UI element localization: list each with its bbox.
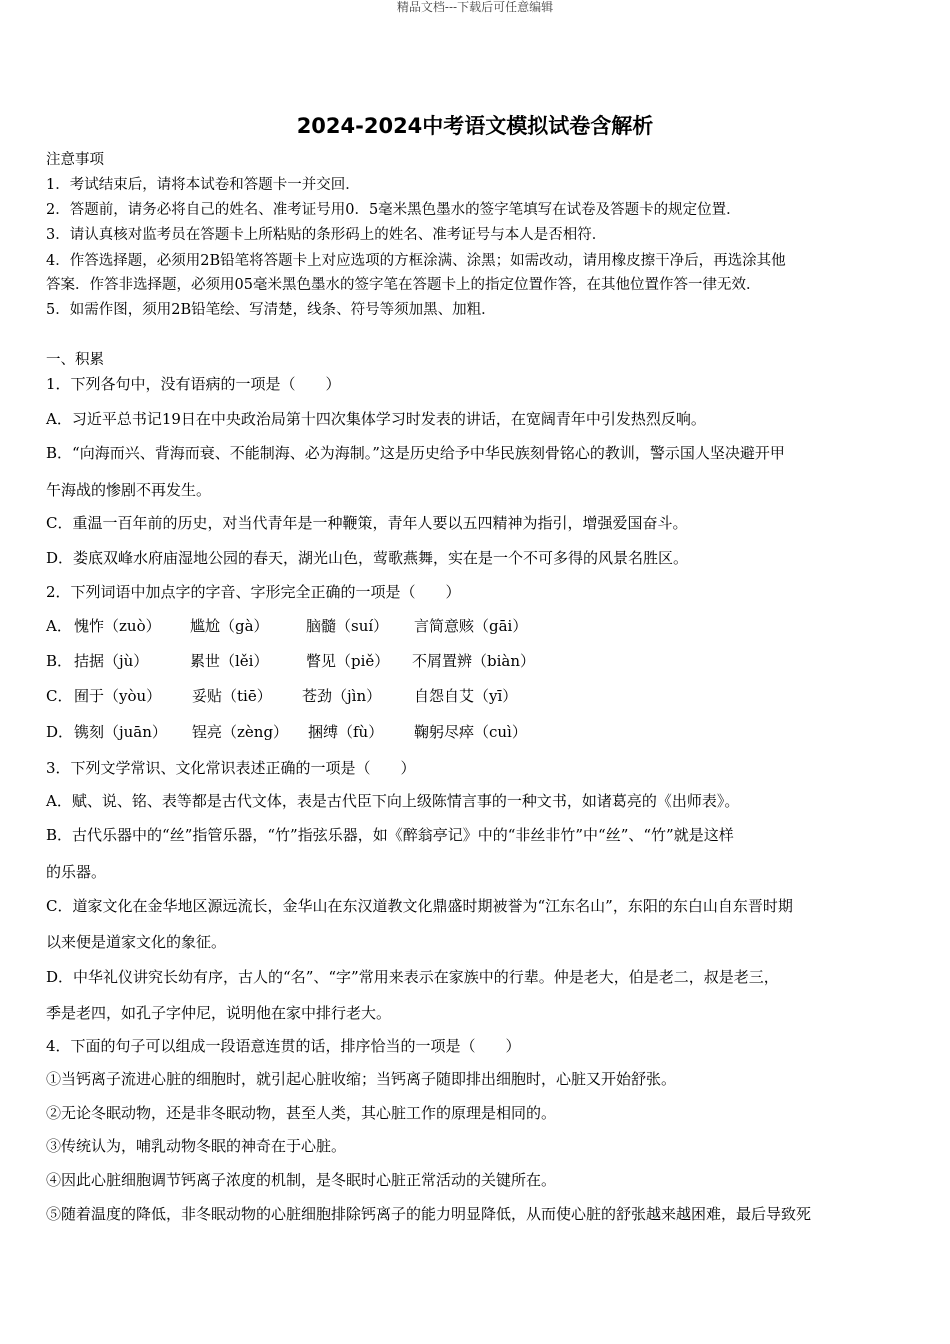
word: 捆缚（fù） [308,723,384,741]
option-b: B．“向海而兴、背海而衰、不能制海、必为海制。”这是历史给予中华民族刻骨铭心的教训，警示国人坚决避开甲 [46,444,785,462]
option-row-c [46,686,916,706]
page-title: 2024-2024中考语文模拟试卷含解析 [296,114,654,138]
question-stem: 4．下面的句子可以组成一段语意连贯的话，排序恰当的一项是（ ） [46,1037,521,1055]
option-letter: A． [46,617,72,635]
sentence-3: ③传统认为，哺乳动物冬眠的神奇在于心脏。 [46,1137,347,1155]
word: 鞠躬尽瘁（cuì） [414,723,527,741]
option-letter: C． [46,687,73,705]
word: 瞥见（piě） [306,652,390,670]
option-letter: B． [46,652,73,670]
option-c: C．道家文化在金华地区源远流长，金华山在东汉道教文化鼎盛时期被誉为“江东名山”，东阳的东白山自东晋时期 [46,897,793,915]
word: 尴尬（gà） [190,617,269,635]
option-a: A．赋、说、铭、表等都是古代文体，表是古代臣下向上级陈情言事的一种文书，如诸葛亮的《出师表》。 [46,792,740,810]
section-heading: 一、积累 [46,352,104,368]
word: 镌刻（juān） [74,723,167,741]
option-row-d [46,722,916,742]
sentence-4: ④因此心脏细胞调节钙离子浓度的机制，是冬眠时心脏正常活动的关键所在。 [46,1171,557,1189]
option-c: C．重温一百年前的历史，对当代青年是一种鞭策，青年人要以五四精神为指引，增强爱国奋斗。 [46,514,688,532]
word: 苍劲（jìn） [302,687,382,705]
option-b-continued: 的乐器。 [46,863,107,881]
option-b-continued: 午海战的惨剧不再发生。 [46,481,212,499]
question-stem: 3．下列文学常识、文化常识表述正确的一项是（ ） [46,759,416,777]
sentence-5: ⑤随着温度的降低，非冬眠动物的心脏细胞排除钙离子的能力明显降低，从而使心脏的舒张越来越困难，最后导致死 [46,1205,812,1223]
word: 累世（lěi） [190,652,269,670]
option-c-continued: 以来便是道家文化的象征。 [46,933,227,951]
option-d-continued: 季是老四，如孔子字仲尼，说明他在家中排行老大。 [46,1004,392,1022]
notice-heading: 注意事项 [46,152,104,168]
notice-item: 2．答题前，请务必将自己的姓名、准考证号用0．5毫米黑色墨水的签字笔填写在试卷及答题卡的规定位置． [46,202,741,218]
option-letter: D． [46,723,74,741]
word: 愧怍（zuò） [74,617,161,635]
option-row-a [46,616,916,636]
word: 锃亮（zèng） [192,723,289,741]
notice-item: 答案．作答非选择题，必须用05毫米黑色墨水的签字笔在答题卡上的指定位置作答，在其他位置作答一律无效． [46,277,761,293]
option-d: D．中华礼仪讲究长幼有序，古人的“名”、“字”常用来表示在家族中的行辈。仲是老大，伯是老二，叔是老三， [46,968,779,986]
word: 拮据（jù） [74,652,149,670]
notice-item: 5．如需作图，须用2B铅笔绘、写清楚，线条、符号等须加黑、加粗． [46,302,496,318]
sentence-1: ①当钙离子流进心脏的细胞时，就引起心脏收缩；当钙离子随即排出细胞时，心脏又开始舒张。 [46,1070,677,1088]
option-b: B．古代乐器中的“丝”指管乐器，“竹”指弦乐器，如《醉翁亭记》中的“非丝非竹”中“丝”、“竹”就是这样 [46,826,734,844]
word: 囿于（yòu） [74,687,162,705]
word: 自怨自艾（yī） [414,687,518,705]
notice-item: 4．作答选择题，必须用2B铅笔将答题卡上对应选项的方框涂满、涂黑；如需改动，请用橡皮擦干净后，再选涂其他 [46,253,786,269]
option-d: D．娄底双峰水府庙湿地公园的春天，湖光山色，莺歌燕舞，实在是一个不可多得的风景名胜区。 [46,549,689,567]
word: 妥贴（tiē） [192,687,272,705]
notice-item: 3．请认真核对监考员在答题卡上所粘贴的条形码上的姓名、准考证号与本人是否相符． [46,227,607,243]
option-a: A．习近平总书记19日在中央政治局第十四次集体学习时发表的讲话，在宽阔青年中引发热烈反响。 [46,410,706,428]
sentence-2: ②无论冬眠动物，还是非冬眠动物，甚至人类，其心脏工作的原理是相同的。 [46,1104,557,1122]
word: 脑髓（suí） [306,617,389,635]
option-row-b [46,651,916,671]
question-stem: 2．下列词语中加点字的字音、字形完全正确的一项是（ ） [46,583,461,601]
question-stem: 1．下列各句中，没有语病的一项是（ ） [46,375,341,393]
header-note: 精品文档---下载后可任意编辑 [396,0,554,14]
word: 言简意赅（gāi） [414,617,528,635]
word: 不屑置辨（biàn） [412,652,536,670]
notice-item: 1．考试结束后，请将本试卷和答题卡一并交回． [46,177,360,193]
